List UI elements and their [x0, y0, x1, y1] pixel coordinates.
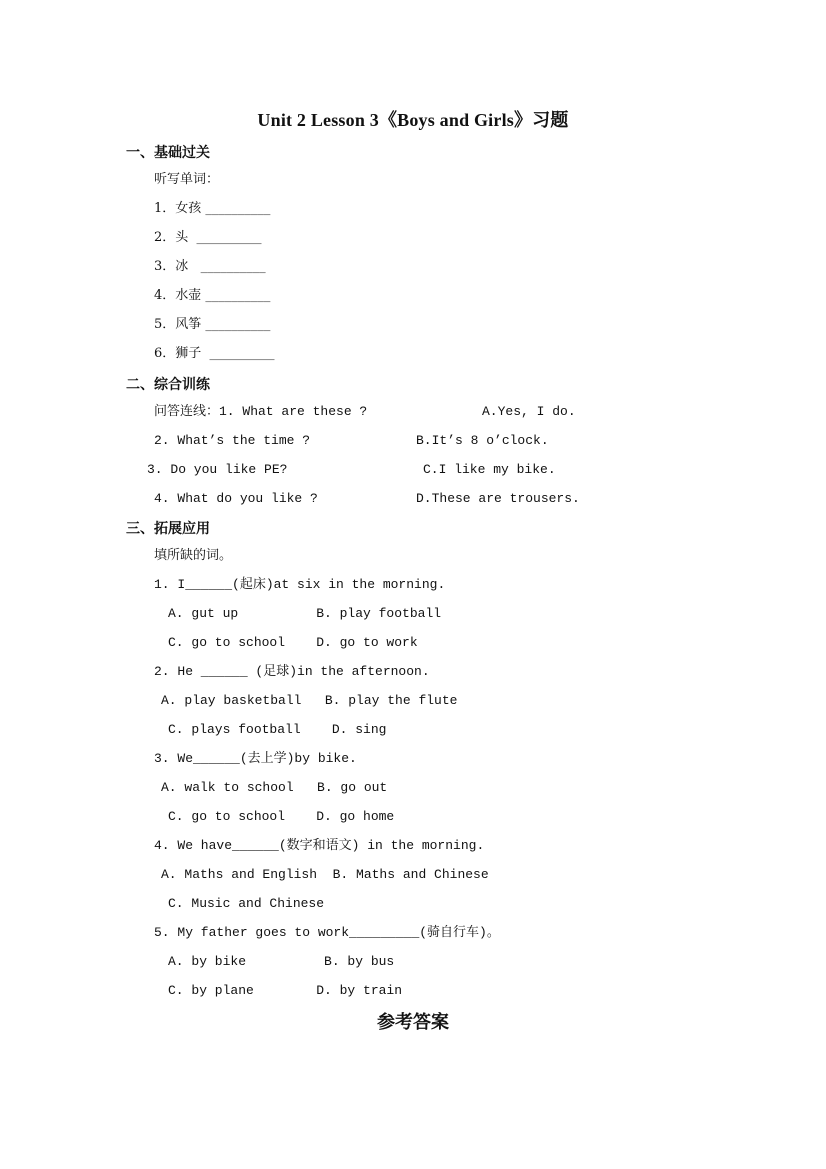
option-line: A. play basketball B. play the flute [161, 693, 458, 708]
option-line: A. walk to school B. go out [161, 780, 388, 795]
matching-answer: A.Yes, I do. [482, 404, 576, 419]
section1-instruction: 听写单词： [154, 172, 220, 187]
question-line: 4. We have______(数字和语文) in the morning. [154, 838, 485, 853]
question-line: 2. He ______ (足球)in the afternoon. [154, 664, 430, 679]
matching-question: 3. Do you like PE? [147, 462, 288, 477]
matching-question: 2. What’s the time ? [154, 433, 311, 448]
matching-answer: B.It’s 8 o’clock. [416, 433, 549, 448]
section1-item: 4．水壶 __________ [154, 288, 271, 303]
question-line: 3. We______(去上学)by bike. [154, 751, 357, 766]
section2-heading: 二、综合训练 [126, 377, 210, 393]
matching-question: 问答连线：1. What are these ? [154, 404, 368, 419]
option-line: C. by plane D. by train [168, 983, 403, 998]
section1-item: 3．冰 __________ [154, 259, 266, 274]
option-line: A. Maths and English B. Maths and Chinese [161, 867, 489, 882]
option-line: C. Music and Chinese [168, 896, 325, 911]
question-line: 5. My father goes to work_________(骑自行车)。 [154, 925, 500, 940]
section1-heading: 一、基础过关 [126, 145, 210, 161]
matching-answer: C.I like my bike. [423, 462, 556, 477]
section3-heading: 三、拓展应用 [126, 521, 210, 537]
section1-item: 2．头 __________ [154, 230, 262, 245]
question-line: 1. I______(起床)at six in the morning. [154, 577, 446, 592]
matching-answer: D.These are trousers. [416, 491, 580, 506]
option-line: A. gut up B. play football [168, 606, 442, 621]
page-title: Unit 2 Lesson 3《Boys and Girls》习题 [257, 110, 569, 130]
section3-instruction: 填所缺的词。 [154, 548, 233, 563]
option-line: C. go to school D. go to work [168, 635, 418, 650]
section1-item: 5．风筝 __________ [154, 317, 271, 332]
section1-item: 1．女孩 __________ [154, 201, 271, 216]
section1-item: 6．狮子 __________ [154, 346, 275, 361]
option-line: C. go to school D. go home [168, 809, 395, 824]
option-line: C. plays football D. sing [168, 722, 387, 737]
option-line: A. by bike B. by bus [168, 954, 395, 969]
answers-heading: 参考答案 [377, 1012, 449, 1033]
matching-question: 4. What do you like ? [154, 491, 318, 506]
